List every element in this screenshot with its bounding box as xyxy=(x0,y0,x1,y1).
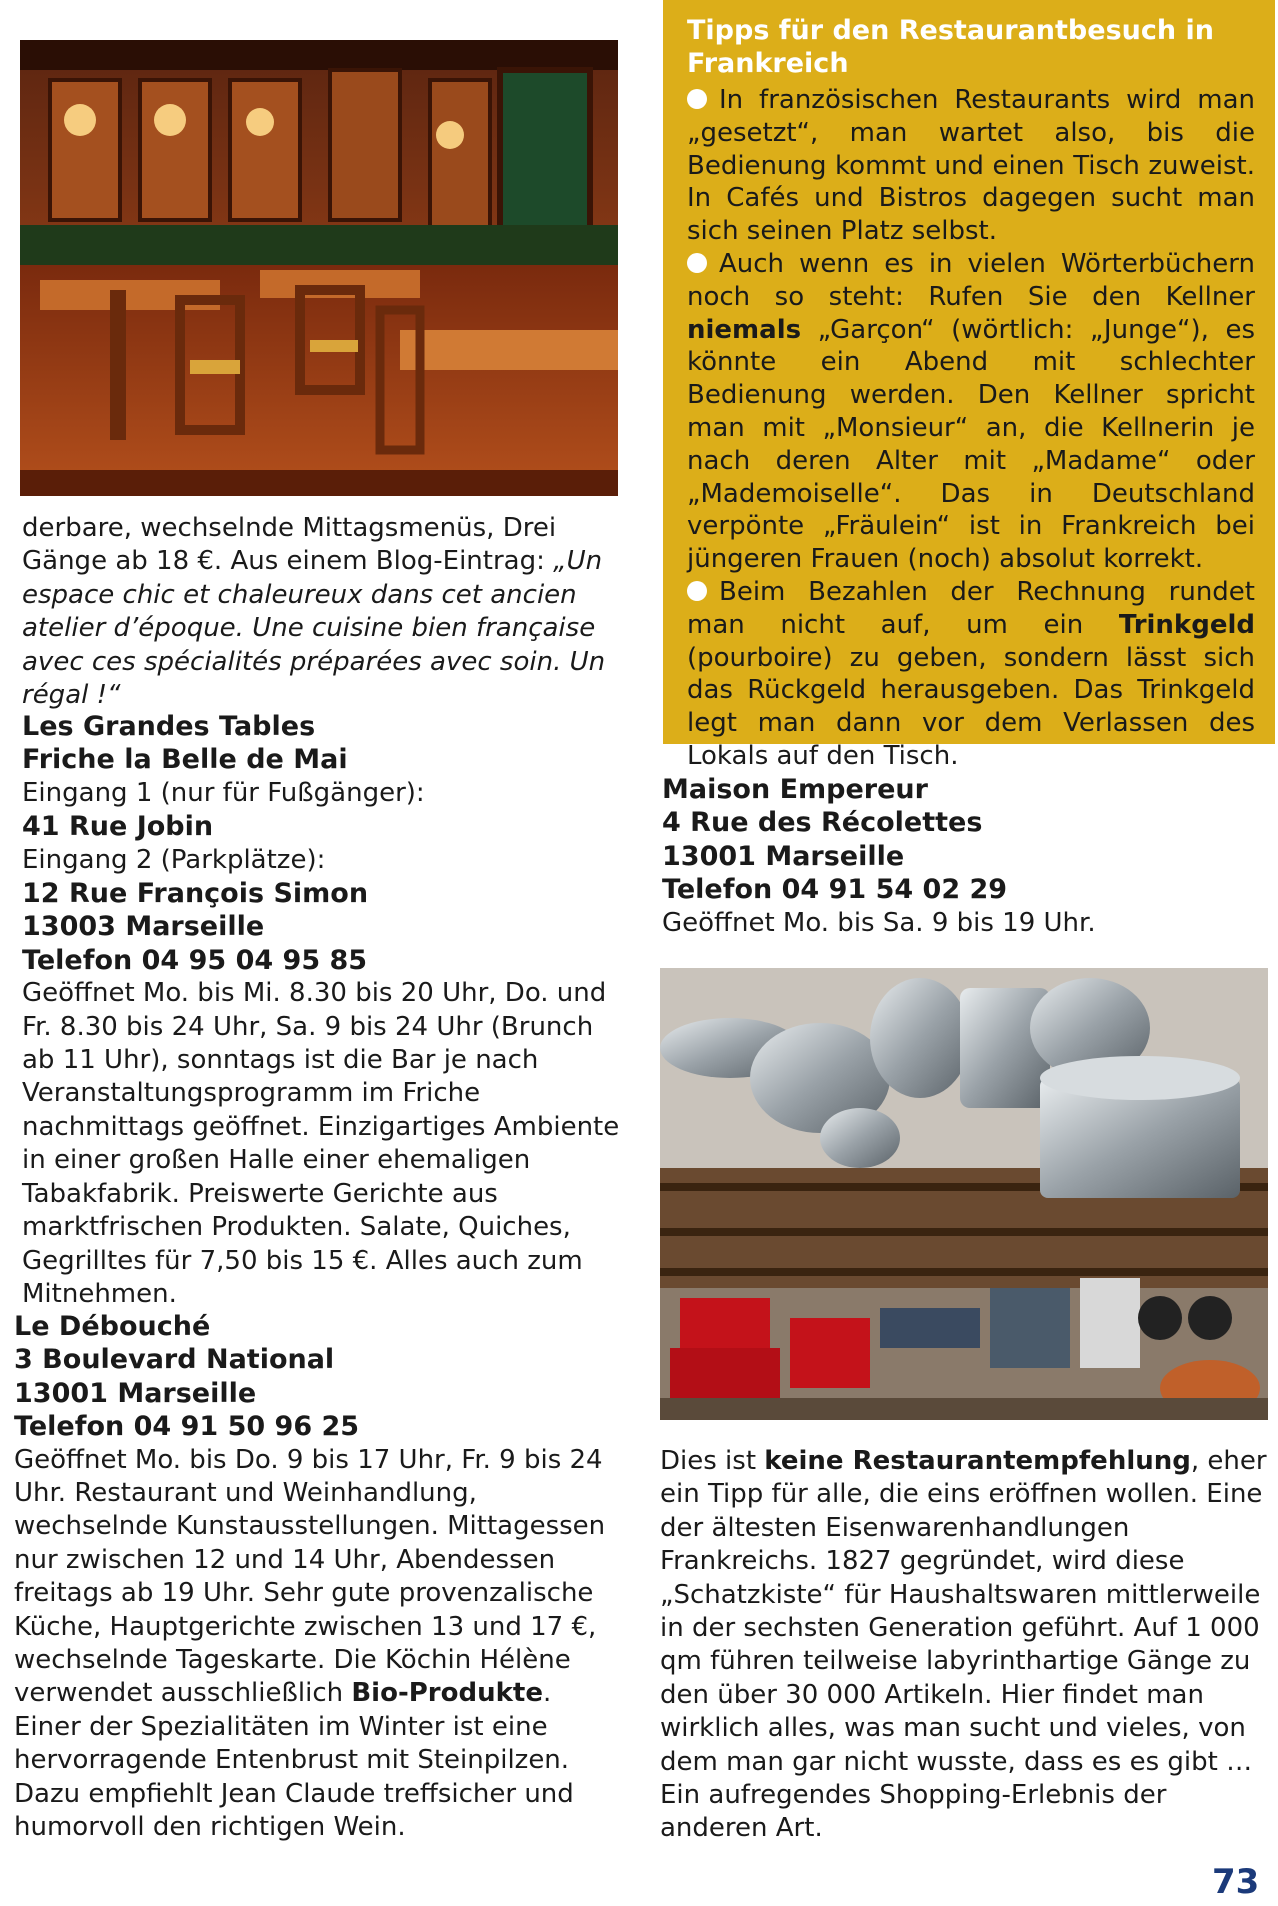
blog-quote: „Un espace chic et chaleureux dans cet ancien atelier d’époque. Une cuisine bien française avec ces spécialités préparées avec soin. Un régal !“ xyxy=(22,546,606,711)
tip-3-bold: Trinkgeld xyxy=(1118,609,1255,640)
description-bold: keine Restaurantempfehlung xyxy=(764,1446,1191,1476)
street-1: 41 Rue Jobin xyxy=(22,811,214,843)
phone: Telefon 04 95 04 95 85 xyxy=(22,944,368,976)
tip-2 xyxy=(687,248,1255,576)
city: 13001 Marseille xyxy=(14,1377,257,1409)
entrance-1: Eingang 1 (nur für Fußgänger): xyxy=(22,777,425,808)
city: 13001 Marseille xyxy=(662,840,905,872)
street: 3 Boulevard National xyxy=(14,1344,335,1376)
tips-title: Tipps für den Restaurantbesuch in Frankreich xyxy=(687,15,1214,79)
restaurant-photo-graphic xyxy=(20,40,618,496)
street: 4 Rue des Récolettes xyxy=(662,807,983,839)
intro-line-2: Gänge ab 18 €. Aus einem Blog-Eintrag: xyxy=(22,546,554,577)
bullet-icon xyxy=(687,581,707,601)
page-number: 73 xyxy=(1212,1862,1260,1902)
listing-name: Les Grandes Tables xyxy=(22,711,316,742)
tip-1-text: In französischen Restaurants wird man „gesetzt“, man wartet also, bis die Bedienung kommt und einen Tisch zuweist. In Cafés und Bistros dagegen sucht man sich seinen Platz selbst. xyxy=(687,85,1255,247)
phone: Telefon 04 91 54 02 29 xyxy=(662,874,1008,906)
description-part-1: Dies ist xyxy=(660,1446,765,1476)
entrance-2: Eingang 2 (Parkplätze): xyxy=(22,844,326,875)
street-2: 12 Rue François Simon xyxy=(22,878,369,910)
description: Geöffnet Mo. bis Mi. 8.30 bis 20 Uhr, Do. und Fr. 8.30 bis 24 Uhr, Sa. 9 bis 24 Uhr (Brunch ab 11 Uhr), sonntags ist die Bar je nach Veranstaltungsprogramm im Friche nachmittags geöffnet. Einzigartiges Ambiente in einer großen Halle einer ehemaligen Tabakfabrik. Preiswerte Gerichte aus marktfrischen Produkten. Salate, Quiches, Gegrilltes für 7,50 bis 15 €. Alles auch zum Mitnehmen. xyxy=(22,978,620,1309)
listing-name: Le Débouché xyxy=(14,1311,211,1342)
listing-maison-empereur xyxy=(662,773,1262,940)
tip-3-text-1: Beim Bezahlen der Rechnung rundet man nicht auf, um ein xyxy=(687,576,1255,640)
bullet-icon xyxy=(687,89,707,109)
bullet-icon xyxy=(687,253,707,273)
description xyxy=(14,1444,624,1845)
tip-3-text-2: (pourboire) zu geben, sondern lässt sich das Rückgeld herausgeben. Das Trinkgeld legt man dann vor dem Verlassen des Lokals auf den Tisch. xyxy=(687,642,1255,771)
tip-3 xyxy=(687,576,1255,773)
city: 13003 Marseille xyxy=(22,911,265,943)
maison-description xyxy=(660,1445,1270,1846)
description-part-2: , eher ein Tipp für alle, die eins eröffnen wollen. Eine der ältesten Eisenwarenhandlungen Frankreichs. 1827 gegründet, wird diese „Schatzkiste“ für Haushaltswaren mittlerweile in der sechsten Generation geführt. Auf 1 000 qm führen teilweise labyrinthartige Gänge zu den über 30 000 Artikeln. Hier findet man wirklich alles, was man sucht und vieles, von dem man gar nicht wusste, dass es es gibt … Ein aufregendes Shopping-Erlebnis der anderen Art. xyxy=(660,1446,1267,1844)
tip-2-text-2: „Garçon“ (wörtlich: „Junge“), es könnte ein Abend mit schlechter Bedienung werden. Den Kellner spricht man mit „Monsieur“ an, die Kellnerin je nach deren Alter mit „Madame“ oder „Mademoiselle“. Das in Deutschland verpönte „Fräulein“ ist in Frankreich bei jüngeren Frauen (noch) absolut korrekt. xyxy=(687,314,1255,575)
tip-2-text-1: Auch wenn es in vielen Wörterbüchern noch so steht: Rufen Sie den Kellner xyxy=(687,248,1255,312)
listing-name: Maison Empereur xyxy=(662,774,928,805)
maison-description-text xyxy=(660,1445,1270,1846)
tips-box xyxy=(663,0,1275,771)
description-part-1: Geöffnet Mo. bis Do. 9 bis 17 Uhr, Fr. 9 bis 24 Uhr. Restaurant und Weinhandlung, wechselnde Kunstausstellungen. Mittagessen nur zwischen 12 und 14 Uhr, Abendessen freitags ab 19 Uhr. Sehr gute provenzalische Küche, Hauptgerichte zwischen 13 und 17 €, wechselnde Tageskarte. Die Köchin Hélène verwendet ausschließlich xyxy=(14,1444,606,1709)
restaurant-interior-photo xyxy=(20,40,618,496)
intro-line-1: derbare, wechselnde Mittagsmenüs, Drei xyxy=(22,513,557,543)
listing-name-2: Friche la Belle de Mai xyxy=(22,744,348,776)
hours: Geöffnet Mo. bis Sa. 9 bis 19 Uhr. xyxy=(662,907,1096,938)
tip-1 xyxy=(687,84,1255,248)
phone: Telefon 04 91 50 96 25 xyxy=(14,1411,360,1443)
shop-photo-graphic xyxy=(660,968,1268,1420)
listing-debouche xyxy=(14,1310,624,1845)
left-intro-text xyxy=(22,512,622,712)
description-bold: Bio-Produkte xyxy=(351,1678,543,1709)
listing-grandes-tables xyxy=(22,710,622,1311)
cookware-shop-photo xyxy=(660,968,1268,1420)
tip-2-bold: niemals xyxy=(687,314,802,345)
description-part-2: . Einer der Spezialitäten im Winter ist eine hervorragende Entenbrust mit Steinpilzen. Dazu empfiehlt Jean Claude treffsicher und humorvoll den richtigen Wein. xyxy=(14,1678,574,1843)
